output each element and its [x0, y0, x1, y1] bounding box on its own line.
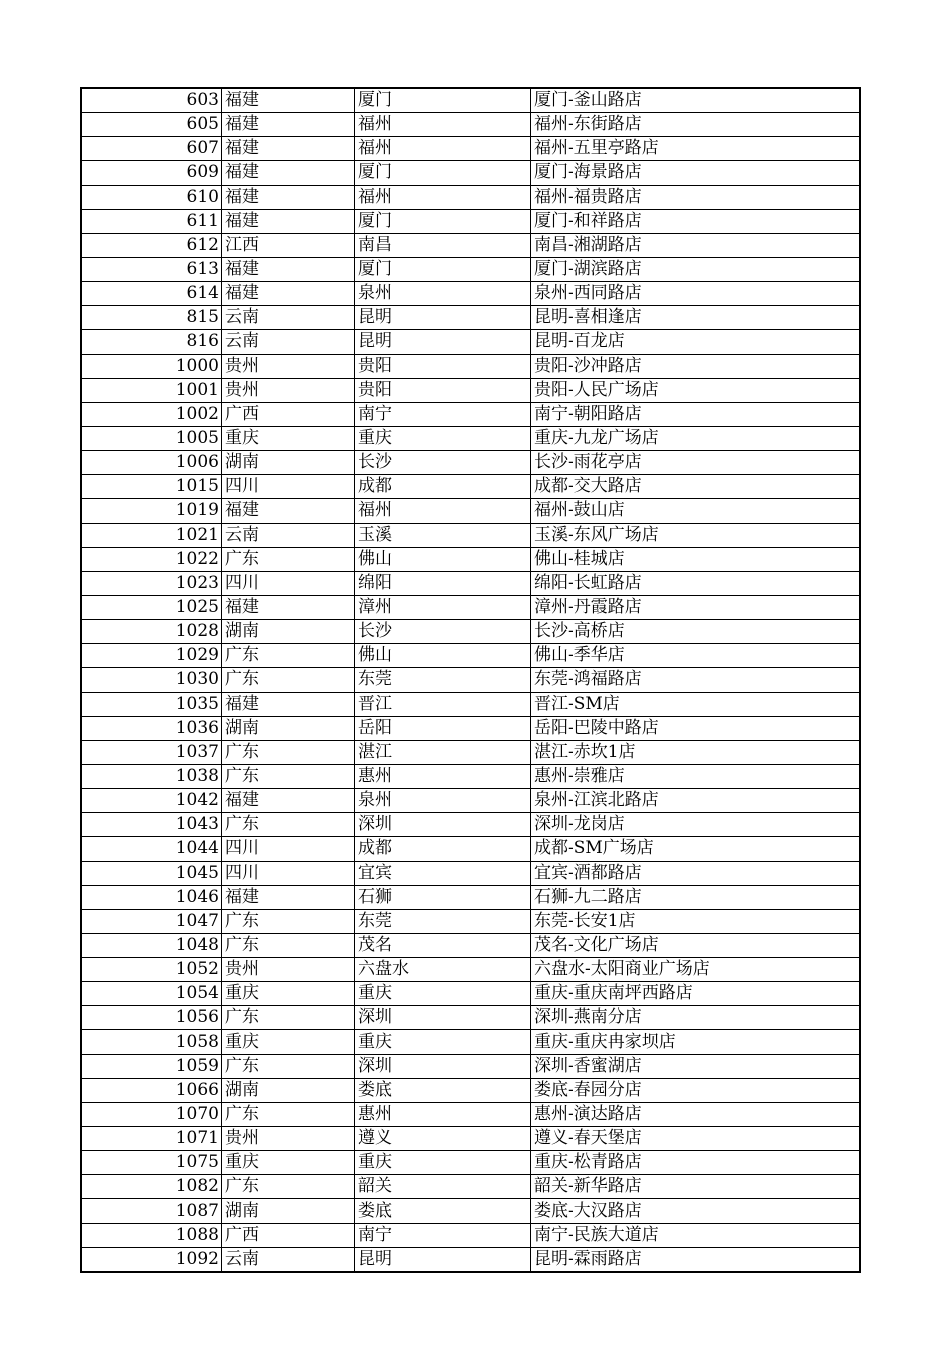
- store-id-cell: 1066: [81, 1078, 222, 1102]
- store-id-cell: 1043: [81, 813, 222, 837]
- store-id-cell: 1045: [81, 861, 222, 885]
- city-cell: 贵阳: [355, 378, 531, 402]
- store-id-cell: 1047: [81, 909, 222, 933]
- city-cell: 茂名: [355, 933, 531, 957]
- city-cell: 成都: [355, 837, 531, 861]
- province-cell: 广东: [222, 933, 355, 957]
- store-id-cell: 611: [81, 209, 222, 233]
- store-id-cell: 1087: [81, 1199, 222, 1223]
- province-cell: 福建: [222, 885, 355, 909]
- store-name-cell: 岳阳-巴陵中路店: [531, 716, 861, 740]
- province-cell: 福建: [222, 692, 355, 716]
- store-id-cell: 1082: [81, 1175, 222, 1199]
- city-cell: 惠州: [355, 764, 531, 788]
- store-name-cell: 东莞-长安1店: [531, 909, 861, 933]
- city-cell: 福州: [355, 113, 531, 137]
- province-cell: 贵州: [222, 1127, 355, 1151]
- city-cell: 重庆: [355, 426, 531, 450]
- store-id-cell: 1019: [81, 499, 222, 523]
- store-name-cell: 六盘水-太阳商业广场店: [531, 958, 861, 982]
- store-name-cell: 厦门-湖滨路店: [531, 257, 861, 281]
- table-row: [81, 402, 860, 426]
- city-cell: 贵阳: [355, 354, 531, 378]
- table-row: [81, 1078, 860, 1102]
- province-cell: 广东: [222, 813, 355, 837]
- city-cell: 长沙: [355, 451, 531, 475]
- store-name-cell: 娄底-大汉路店: [531, 1199, 861, 1223]
- city-cell: 重庆: [355, 1030, 531, 1054]
- store-name-cell: 泉州-江滨北路店: [531, 789, 861, 813]
- city-cell: 玉溪: [355, 523, 531, 547]
- city-cell: 昆明: [355, 1247, 531, 1272]
- store-id-cell: 607: [81, 137, 222, 161]
- store-id-cell: 1002: [81, 402, 222, 426]
- province-cell: 福建: [222, 161, 355, 185]
- store-name-cell: 佛山-桂城店: [531, 547, 861, 571]
- city-cell: 深圳: [355, 1054, 531, 1078]
- store-name-cell: 贵阳-人民广场店: [531, 378, 861, 402]
- province-cell: 福建: [222, 209, 355, 233]
- table-row: [81, 861, 860, 885]
- province-cell: 广西: [222, 402, 355, 426]
- table-row: [81, 764, 860, 788]
- store-name-cell: 厦门-海景路店: [531, 161, 861, 185]
- store-name-cell: 惠州-演达路店: [531, 1102, 861, 1126]
- city-cell: 佛山: [355, 644, 531, 668]
- store-name-cell: 福州-五里亭路店: [531, 137, 861, 161]
- store-id-cell: 1025: [81, 595, 222, 619]
- city-cell: 厦门: [355, 88, 531, 113]
- store-name-cell: 南宁-民族大道店: [531, 1223, 861, 1247]
- table-row: [81, 813, 860, 837]
- province-cell: 重庆: [222, 426, 355, 450]
- table-row: [81, 257, 860, 281]
- table-row: [81, 885, 860, 909]
- province-cell: 重庆: [222, 1151, 355, 1175]
- province-cell: 云南: [222, 1247, 355, 1272]
- store-id-cell: 1058: [81, 1030, 222, 1054]
- city-cell: 重庆: [355, 982, 531, 1006]
- province-cell: 重庆: [222, 982, 355, 1006]
- store-name-cell: 惠州-崇雅店: [531, 764, 861, 788]
- province-cell: 云南: [222, 330, 355, 354]
- store-name-cell: 佛山-季华店: [531, 644, 861, 668]
- province-cell: 福建: [222, 88, 355, 113]
- province-cell: 重庆: [222, 1030, 355, 1054]
- province-cell: 云南: [222, 306, 355, 330]
- province-cell: 广东: [222, 1102, 355, 1126]
- store-name-cell: 长沙-高桥店: [531, 620, 861, 644]
- store-name-cell: 南昌-湘湖路店: [531, 233, 861, 257]
- city-cell: 娄底: [355, 1078, 531, 1102]
- city-cell: 南宁: [355, 402, 531, 426]
- table-row: [81, 1175, 860, 1199]
- store-name-cell: 成都-交大路店: [531, 475, 861, 499]
- table-row: [81, 499, 860, 523]
- store-name-cell: 昆明-霖雨路店: [531, 1247, 861, 1272]
- city-cell: 东莞: [355, 668, 531, 692]
- table-row: [81, 161, 860, 185]
- table-row: [81, 282, 860, 306]
- table-row: [81, 1247, 860, 1272]
- city-cell: 佛山: [355, 547, 531, 571]
- store-id-cell: 1022: [81, 547, 222, 571]
- store-name-cell: 福州-鼓山店: [531, 499, 861, 523]
- province-cell: 广东: [222, 1175, 355, 1199]
- province-cell: 贵州: [222, 958, 355, 982]
- store-id-cell: 1048: [81, 933, 222, 957]
- table-row: [81, 620, 860, 644]
- store-name-cell: 湛江-赤坎1店: [531, 740, 861, 764]
- store-id-cell: 1044: [81, 837, 222, 861]
- city-cell: 南昌: [355, 233, 531, 257]
- store-table-body: [81, 88, 860, 1272]
- city-cell: 宜宾: [355, 861, 531, 885]
- store-id-cell: 1070: [81, 1102, 222, 1126]
- store-name-cell: 福州-福贵路店: [531, 185, 861, 209]
- city-cell: 福州: [355, 137, 531, 161]
- table-row: [81, 1006, 860, 1030]
- table-row: [81, 595, 860, 619]
- store-id-cell: 1042: [81, 789, 222, 813]
- province-cell: 贵州: [222, 378, 355, 402]
- table-row: [81, 451, 860, 475]
- store-id-cell: 1000: [81, 354, 222, 378]
- store-name-cell: 厦门-釜山路店: [531, 88, 861, 113]
- province-cell: 四川: [222, 475, 355, 499]
- province-cell: 福建: [222, 282, 355, 306]
- province-cell: 湖南: [222, 1078, 355, 1102]
- city-cell: 福州: [355, 499, 531, 523]
- city-cell: 昆明: [355, 306, 531, 330]
- province-cell: 湖南: [222, 1199, 355, 1223]
- city-cell: 泉州: [355, 282, 531, 306]
- store-id-cell: 1037: [81, 740, 222, 764]
- table-row: [81, 571, 860, 595]
- city-cell: 绵阳: [355, 571, 531, 595]
- city-cell: 昆明: [355, 330, 531, 354]
- store-name-cell: 石狮-九二路店: [531, 885, 861, 909]
- table-row: [81, 137, 860, 161]
- store-name-cell: 重庆-重庆南坪西路店: [531, 982, 861, 1006]
- province-cell: 贵州: [222, 354, 355, 378]
- store-id-cell: 1005: [81, 426, 222, 450]
- table-row: [81, 1030, 860, 1054]
- province-cell: 福建: [222, 257, 355, 281]
- store-id-cell: 605: [81, 113, 222, 137]
- city-cell: 厦门: [355, 161, 531, 185]
- store-id-cell: 1054: [81, 982, 222, 1006]
- table-row: [81, 547, 860, 571]
- city-cell: 重庆: [355, 1151, 531, 1175]
- store-id-cell: 1021: [81, 523, 222, 547]
- store-name-cell: 昆明-百龙店: [531, 330, 861, 354]
- store-name-cell: 茂名-文化广场店: [531, 933, 861, 957]
- store-table: [80, 87, 861, 1273]
- province-cell: 湖南: [222, 451, 355, 475]
- province-cell: 广东: [222, 644, 355, 668]
- store-id-cell: 610: [81, 185, 222, 209]
- store-id-cell: 1030: [81, 668, 222, 692]
- table-row: [81, 692, 860, 716]
- store-id-cell: 1023: [81, 571, 222, 595]
- table-row: [81, 233, 860, 257]
- province-cell: 广东: [222, 764, 355, 788]
- store-id-cell: 1075: [81, 1151, 222, 1175]
- store-name-cell: 重庆-重庆冉家坝店: [531, 1030, 861, 1054]
- store-id-cell: 1036: [81, 716, 222, 740]
- table-row: [81, 1199, 860, 1223]
- city-cell: 遵义: [355, 1127, 531, 1151]
- store-name-cell: 玉溪-东风广场店: [531, 523, 861, 547]
- store-name-cell: 贵阳-沙冲路店: [531, 354, 861, 378]
- store-id-cell: 1035: [81, 692, 222, 716]
- city-cell: 韶关: [355, 1175, 531, 1199]
- city-cell: 漳州: [355, 595, 531, 619]
- store-name-cell: 宜宾-酒都路店: [531, 861, 861, 885]
- store-name-cell: 重庆-松青路店: [531, 1151, 861, 1175]
- city-cell: 深圳: [355, 813, 531, 837]
- city-cell: 成都: [355, 475, 531, 499]
- city-cell: 娄底: [355, 1199, 531, 1223]
- store-name-cell: 晋江-SM店: [531, 692, 861, 716]
- store-id-cell: 1029: [81, 644, 222, 668]
- city-cell: 六盘水: [355, 958, 531, 982]
- store-id-cell: 1059: [81, 1054, 222, 1078]
- province-cell: 四川: [222, 571, 355, 595]
- table-row: [81, 426, 860, 450]
- province-cell: 广东: [222, 1054, 355, 1078]
- table-row: [81, 330, 860, 354]
- table-row: [81, 789, 860, 813]
- table-row: [81, 354, 860, 378]
- province-cell: 广东: [222, 740, 355, 764]
- table-row: [81, 306, 860, 330]
- table-row: [81, 1054, 860, 1078]
- city-cell: 泉州: [355, 789, 531, 813]
- store-id-cell: 1038: [81, 764, 222, 788]
- city-cell: 石狮: [355, 885, 531, 909]
- table-row: [81, 113, 860, 137]
- store-name-cell: 深圳-香蜜湖店: [531, 1054, 861, 1078]
- province-cell: 福建: [222, 595, 355, 619]
- store-id-cell: 1052: [81, 958, 222, 982]
- store-id-cell: 1006: [81, 451, 222, 475]
- store-id-cell: 603: [81, 88, 222, 113]
- store-id-cell: 613: [81, 257, 222, 281]
- table-row: [81, 475, 860, 499]
- city-cell: 厦门: [355, 257, 531, 281]
- store-name-cell: 娄底-春园分店: [531, 1078, 861, 1102]
- city-cell: 湛江: [355, 740, 531, 764]
- store-id-cell: 1092: [81, 1247, 222, 1272]
- store-name-cell: 泉州-西同路店: [531, 282, 861, 306]
- province-cell: 福建: [222, 789, 355, 813]
- table-row: [81, 185, 860, 209]
- store-name-cell: 绵阳-长虹路店: [531, 571, 861, 595]
- city-cell: 岳阳: [355, 716, 531, 740]
- province-cell: 福建: [222, 499, 355, 523]
- store-name-cell: 深圳-龙岗店: [531, 813, 861, 837]
- province-cell: 湖南: [222, 716, 355, 740]
- store-id-cell: 1056: [81, 1006, 222, 1030]
- table-row: [81, 644, 860, 668]
- province-cell: 广东: [222, 1006, 355, 1030]
- table-row: [81, 1127, 860, 1151]
- store-name-cell: 韶关-新华路店: [531, 1175, 861, 1199]
- table-row: [81, 88, 860, 113]
- table-row: [81, 933, 860, 957]
- province-cell: 云南: [222, 523, 355, 547]
- province-cell: 广东: [222, 547, 355, 571]
- store-name-cell: 重庆-九龙广场店: [531, 426, 861, 450]
- store-id-cell: 614: [81, 282, 222, 306]
- province-cell: 江西: [222, 233, 355, 257]
- city-cell: 东莞: [355, 909, 531, 933]
- store-id-cell: 815: [81, 306, 222, 330]
- province-cell: 湖南: [222, 620, 355, 644]
- table-row: [81, 716, 860, 740]
- province-cell: 福建: [222, 137, 355, 161]
- store-id-cell: 1015: [81, 475, 222, 499]
- store-name-cell: 遵义-春天堡店: [531, 1127, 861, 1151]
- city-cell: 长沙: [355, 620, 531, 644]
- store-name-cell: 昆明-喜相逢店: [531, 306, 861, 330]
- table-row: [81, 668, 860, 692]
- city-cell: 惠州: [355, 1102, 531, 1126]
- city-cell: 深圳: [355, 1006, 531, 1030]
- table-row: [81, 837, 860, 861]
- store-id-cell: 1088: [81, 1223, 222, 1247]
- store-id-cell: 1028: [81, 620, 222, 644]
- store-id-cell: 1071: [81, 1127, 222, 1151]
- table-row: [81, 1223, 860, 1247]
- table-row: [81, 909, 860, 933]
- store-name-cell: 深圳-燕南分店: [531, 1006, 861, 1030]
- table-row: [81, 378, 860, 402]
- store-id-cell: 816: [81, 330, 222, 354]
- city-cell: 南宁: [355, 1223, 531, 1247]
- store-name-cell: 长沙-雨花亭店: [531, 451, 861, 475]
- table-row: [81, 209, 860, 233]
- table-row: [81, 1151, 860, 1175]
- table-row: [81, 740, 860, 764]
- table-row: [81, 958, 860, 982]
- store-name-cell: 漳州-丹霞路店: [531, 595, 861, 619]
- store-id-cell: 1046: [81, 885, 222, 909]
- province-cell: 福建: [222, 113, 355, 137]
- store-name-cell: 东莞-鸿福路店: [531, 668, 861, 692]
- province-cell: 四川: [222, 837, 355, 861]
- province-cell: 广东: [222, 668, 355, 692]
- table-row: [81, 523, 860, 547]
- city-cell: 晋江: [355, 692, 531, 716]
- store-name-cell: 厦门-和祥路店: [531, 209, 861, 233]
- store-id-cell: 612: [81, 233, 222, 257]
- province-cell: 广东: [222, 909, 355, 933]
- store-name-cell: 成都-SM广场店: [531, 837, 861, 861]
- city-cell: 福州: [355, 185, 531, 209]
- store-name-cell: 南宁-朝阳路店: [531, 402, 861, 426]
- province-cell: 四川: [222, 861, 355, 885]
- store-name-cell: 福州-东街路店: [531, 113, 861, 137]
- province-cell: 福建: [222, 185, 355, 209]
- store-id-cell: 1001: [81, 378, 222, 402]
- province-cell: 广西: [222, 1223, 355, 1247]
- store-id-cell: 609: [81, 161, 222, 185]
- city-cell: 厦门: [355, 209, 531, 233]
- table-row: [81, 1102, 860, 1126]
- table-row: [81, 982, 860, 1006]
